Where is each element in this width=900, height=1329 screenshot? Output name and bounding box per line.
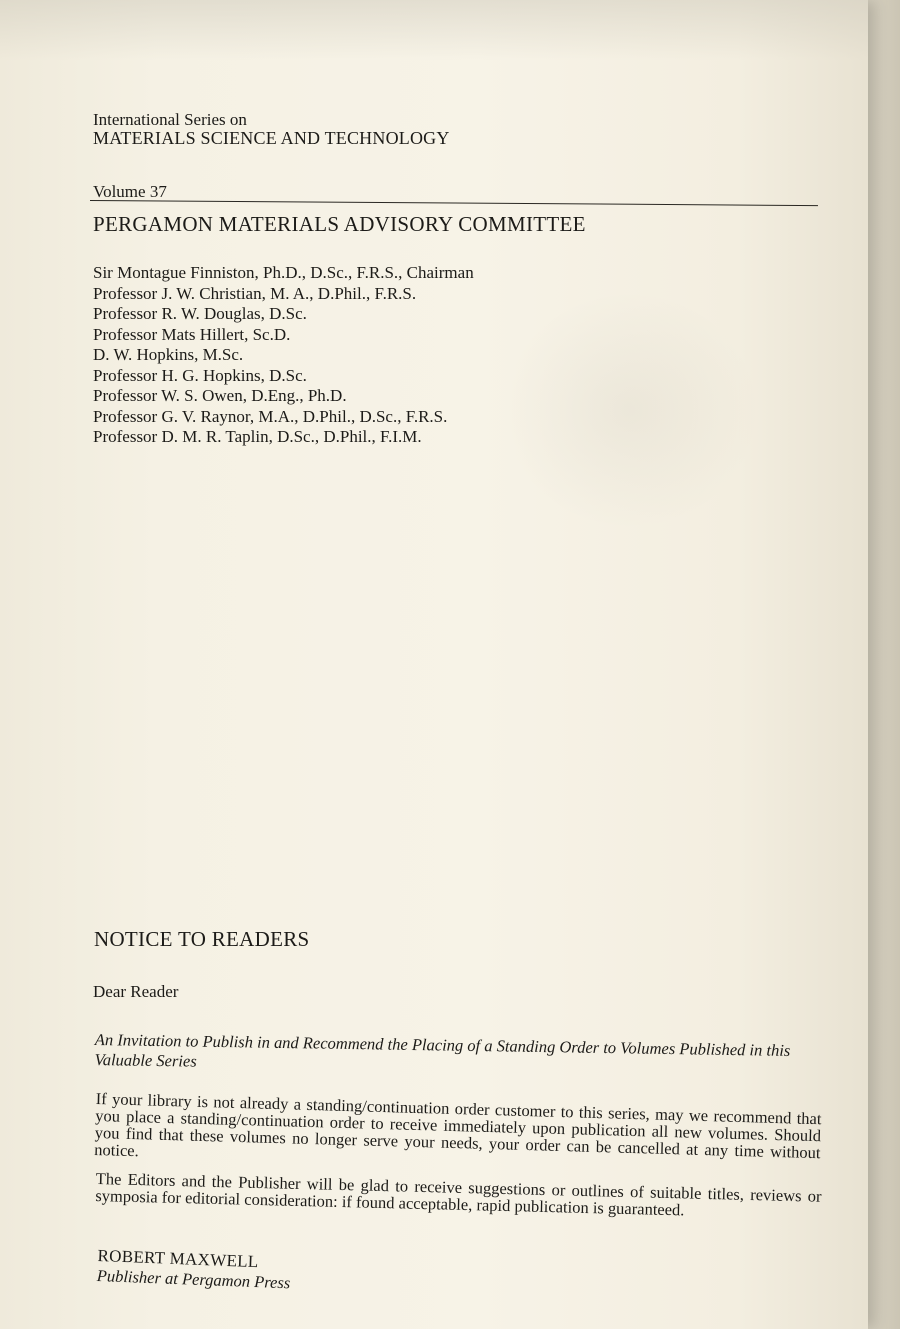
notice-paragraph-submissions: The Editors and the Publisher will be glad to receive suggestions or outlines of suitable titles, reviews or symposia for editorial consideration: if found acceptable, rapid publication is guaranteed.	[95, 1169, 822, 1220]
series-title: MATERIALS SCIENCE AND TECHNOLOGY	[93, 128, 450, 148]
committee-member: Professor G. V. Raynor, M.A., D.Phil., D.Sc., F.R.S.	[93, 406, 448, 426]
page-shadow	[0, 0, 868, 60]
signature-block	[96, 1246, 291, 1293]
ink-bleed-through	[500, 290, 760, 530]
committee-member: Professor Mats Hillert, Sc.D.	[93, 324, 291, 344]
committee-member: Professor D. M. R. Taplin, D.Sc., D.Phil., F.I.M.	[93, 427, 422, 446]
notice-paragraph-standing-order: If your library is not already a standing/continuation order customer to this series, may we recommend that you place a standing/continuation order to receive immediately upon publication all new volumes. Should you find that these volumes no longer serve your needs, your order can be cancelled at any time without notice.	[94, 1089, 822, 1163]
committee-member: Sir Montague Finniston, Ph.D., D.Sc., F.R.S., Chairman	[93, 263, 474, 282]
signature-name: ROBERT MAXWELL	[97, 1246, 259, 1272]
committee-member: Professor R. W. Douglas, D.Sc.	[93, 304, 307, 323]
salutation: Dear Reader	[93, 982, 179, 1001]
header-rule	[90, 200, 818, 206]
committee-member: Professor W. S. Owen, D.Eng., Ph.D.	[93, 386, 347, 405]
committee-member: Professor H. G. Hopkins, D.Sc.	[93, 365, 307, 385]
invitation-subheading: An Invitation to Publish in and Recommend the Placing of a Standing Order to Volumes Published in this Valuable Series	[94, 1030, 791, 1071]
committee-member: Professor J. W. Christian, M. A., D.Phil., F.R.S.	[93, 283, 417, 303]
signature-role: Publisher at Pergamon Press	[96, 1265, 291, 1293]
notice-heading: NOTICE TO READERS	[94, 927, 310, 951]
series-intro: International Series on	[93, 110, 247, 129]
committee-heading: PERGAMON MATERIALS ADVISORY COMMITTEE	[93, 212, 586, 236]
committee-member-list	[93, 263, 474, 448]
committee-member: D. W. Hopkins, M.Sc.	[93, 345, 244, 364]
volume-number: Volume 37	[93, 182, 167, 201]
